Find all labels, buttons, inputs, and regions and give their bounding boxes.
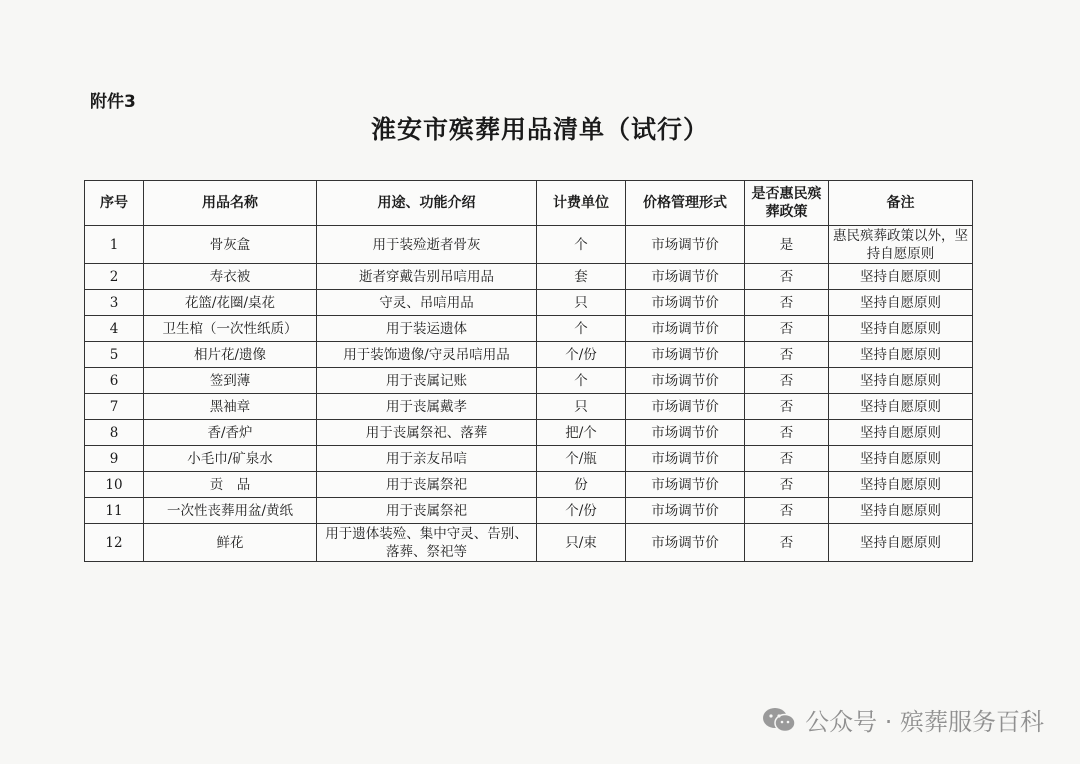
document-title: 淮安市殡葬用品清单（试行） <box>370 115 709 144</box>
wechat-icon <box>761 706 797 734</box>
billing-unit-cell: 只 <box>537 394 626 420</box>
table-row <box>85 472 973 498</box>
table-row <box>85 226 973 264</box>
item-name-cell: 花篮/花圈/桌花 <box>144 290 317 316</box>
row-number-cell: 1 <box>85 226 144 264</box>
pricing-form-cell: 市场调节价 <box>626 472 745 498</box>
item-name-cell: 卫生棺（一次性纸质） <box>144 316 317 342</box>
row-number-cell: 12 <box>85 524 144 562</box>
table-row <box>85 264 973 290</box>
billing-unit-cell: 个/瓶 <box>537 446 626 472</box>
policy-cell: 否 <box>745 472 829 498</box>
usage-description-cell: 用于装饰遗像/守灵吊唁用品 <box>317 342 537 368</box>
table-row <box>85 316 973 342</box>
table-row <box>85 342 973 368</box>
note-cell: 坚持自愿原则 <box>829 290 973 316</box>
row-number-cell: 7 <box>85 394 144 420</box>
billing-unit-cell: 个/份 <box>537 342 626 368</box>
table-row <box>85 368 973 394</box>
item-name-cell: 鲜花 <box>144 524 317 562</box>
note-cell: 坚持自愿原则 <box>829 498 973 524</box>
row-number-cell: 6 <box>85 368 144 394</box>
table-row <box>85 524 973 562</box>
table-row <box>85 290 973 316</box>
note-cell: 坚持自愿原则 <box>829 472 973 498</box>
billing-unit-cell: 只 <box>537 290 626 316</box>
table-row <box>85 446 973 472</box>
pricing-form-cell: 市场调节价 <box>626 524 745 562</box>
usage-description-cell: 用于丧属祭祀 <box>317 472 537 498</box>
row-number-cell: 2 <box>85 264 144 290</box>
usage-description-cell: 用于丧属祭祀 <box>317 498 537 524</box>
pricing-form-cell: 市场调节价 <box>626 368 745 394</box>
usage-description-cell: 用于丧属戴孝 <box>317 394 537 420</box>
policy-cell: 否 <box>745 368 829 394</box>
policy-cell: 否 <box>745 446 829 472</box>
item-name-cell: 签到薄 <box>144 368 317 394</box>
policy-cell: 否 <box>745 290 829 316</box>
usage-description-cell: 用于遗体装殓、集中守灵、告别、落葬、祭祀等 <box>317 524 537 562</box>
header-cell: 价格管理形式 <box>626 181 745 226</box>
note-cell: 坚持自愿原则 <box>829 342 973 368</box>
pricing-form-cell: 市场调节价 <box>626 446 745 472</box>
note-cell: 惠民殡葬政策以外，坚持自愿原则 <box>829 226 973 264</box>
billing-unit-cell: 个 <box>537 226 626 264</box>
policy-cell: 否 <box>745 420 829 446</box>
usage-description-cell: 用于装运遗体 <box>317 316 537 342</box>
watermark <box>761 702 1044 737</box>
pricing-form-cell: 市场调节价 <box>626 226 745 264</box>
header-cell: 用品名称 <box>144 181 317 226</box>
note-cell: 坚持自愿原则 <box>829 394 973 420</box>
item-name-cell: 贡 品 <box>144 472 317 498</box>
billing-unit-cell: 份 <box>537 472 626 498</box>
table-row <box>85 498 973 524</box>
row-number-cell: 10 <box>85 472 144 498</box>
pricing-form-cell: 市场调节价 <box>626 316 745 342</box>
pricing-form-cell: 市场调节价 <box>626 264 745 290</box>
row-number-cell: 5 <box>85 342 144 368</box>
billing-unit-cell: 把/个 <box>537 420 626 446</box>
funeral-supplies-table <box>84 180 973 562</box>
note-cell: 坚持自愿原则 <box>829 316 973 342</box>
item-name-cell: 骨灰盒 <box>144 226 317 264</box>
billing-unit-cell: 只/束 <box>537 524 626 562</box>
policy-cell: 否 <box>745 264 829 290</box>
note-cell: 坚持自愿原则 <box>829 368 973 394</box>
billing-unit-cell: 套 <box>537 264 626 290</box>
billing-unit-cell: 个 <box>537 316 626 342</box>
pricing-form-cell: 市场调节价 <box>626 342 745 368</box>
table-header-row <box>85 181 973 226</box>
item-name-cell: 黑袖章 <box>144 394 317 420</box>
note-cell: 坚持自愿原则 <box>829 524 973 562</box>
row-number-cell: 3 <box>85 290 144 316</box>
header-cell: 备注 <box>829 181 973 226</box>
header-cell: 计费单位 <box>537 181 626 226</box>
policy-cell: 否 <box>745 498 829 524</box>
note-cell: 坚持自愿原则 <box>829 446 973 472</box>
table-row <box>85 394 973 420</box>
pricing-form-cell: 市场调节价 <box>626 498 745 524</box>
usage-description-cell: 用于亲友吊唁 <box>317 446 537 472</box>
policy-cell: 否 <box>745 394 829 420</box>
usage-description-cell: 用于丧属祭祀、落葬 <box>317 420 537 446</box>
row-number-cell: 9 <box>85 446 144 472</box>
pricing-form-cell: 市场调节价 <box>626 394 745 420</box>
policy-cell: 否 <box>745 524 829 562</box>
billing-unit-cell: 个 <box>537 368 626 394</box>
note-cell: 坚持自愿原则 <box>829 420 973 446</box>
item-name-cell: 香/香炉 <box>144 420 317 446</box>
row-number-cell: 11 <box>85 498 144 524</box>
policy-cell: 否 <box>745 342 829 368</box>
billing-unit-cell: 个/份 <box>537 498 626 524</box>
item-name-cell: 相片花/遗像 <box>144 342 317 368</box>
policy-cell: 否 <box>745 316 829 342</box>
watermark-text: 公众号 · 殡葬服务百科 <box>805 708 1044 736</box>
policy-cell: 是 <box>745 226 829 264</box>
table-row <box>85 420 973 446</box>
item-name-cell: 一次性丧葬用盆/黄纸 <box>144 498 317 524</box>
item-name-cell: 寿衣被 <box>144 264 317 290</box>
usage-description-cell: 用于装殓逝者骨灰 <box>317 226 537 264</box>
usage-description-cell: 守灵、吊唁用品 <box>317 290 537 316</box>
row-number-cell: 8 <box>85 420 144 446</box>
attachment-label: 附件3 <box>90 92 136 112</box>
row-number-cell: 4 <box>85 316 144 342</box>
usage-description-cell: 用于丧属记账 <box>317 368 537 394</box>
header-cell: 是否惠民殡葬政策 <box>745 181 829 226</box>
header-cell: 序号 <box>85 181 144 226</box>
pricing-form-cell: 市场调节价 <box>626 420 745 446</box>
item-name-cell: 小毛巾/矿泉水 <box>144 446 317 472</box>
usage-description-cell: 逝者穿戴告别吊唁用品 <box>317 264 537 290</box>
note-cell: 坚持自愿原则 <box>829 264 973 290</box>
header-cell: 用途、功能介绍 <box>317 181 537 226</box>
pricing-form-cell: 市场调节价 <box>626 290 745 316</box>
